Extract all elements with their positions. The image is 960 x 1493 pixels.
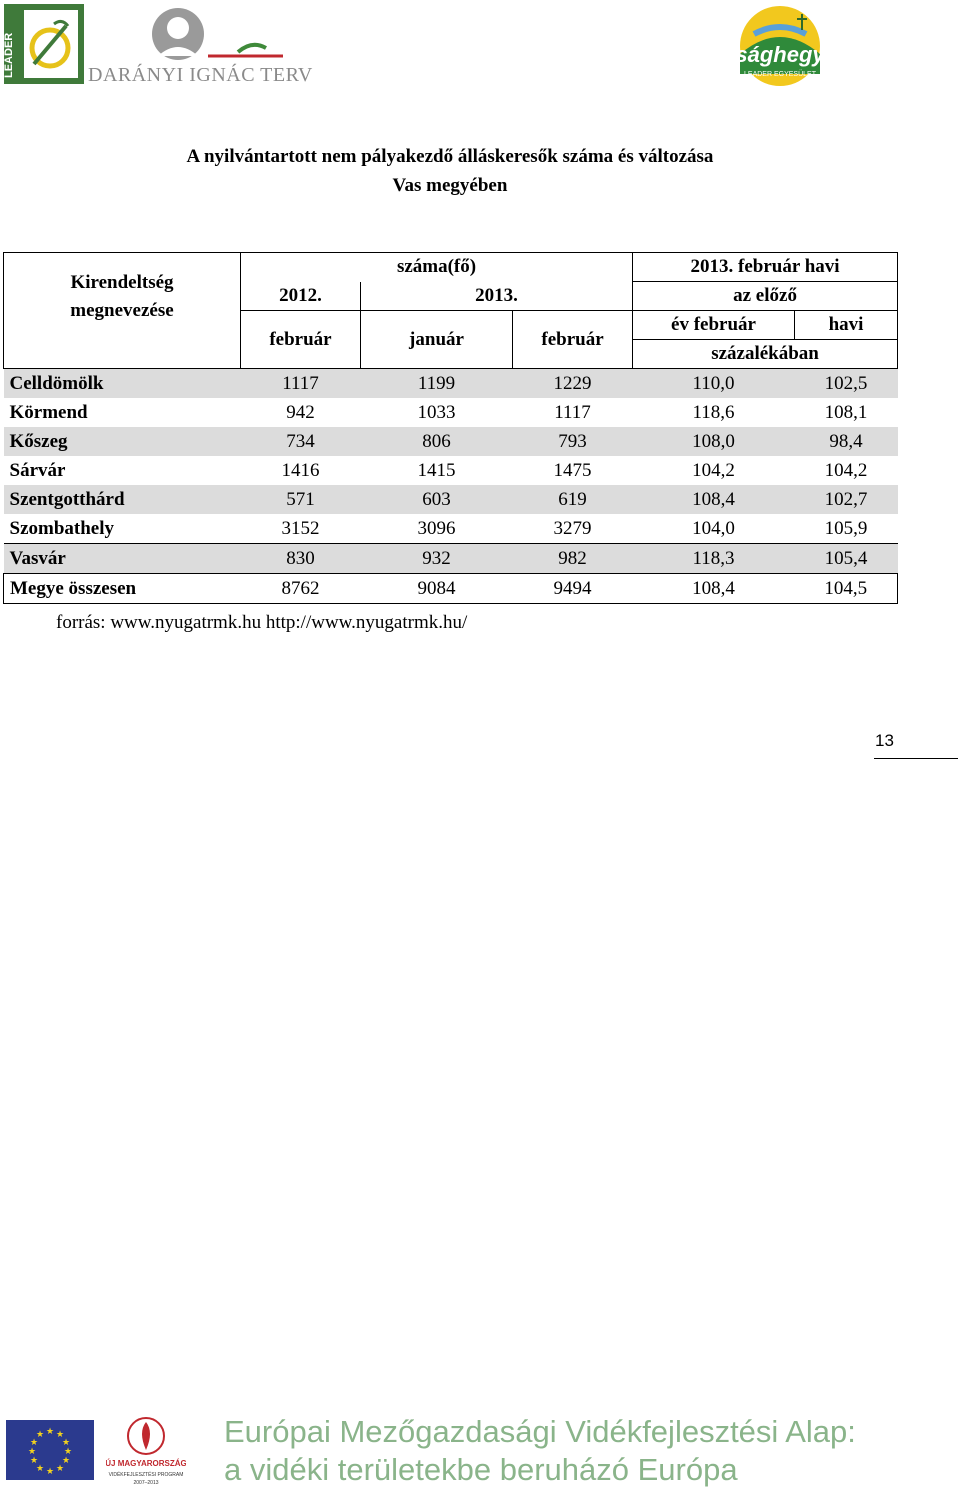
jobseekers-table [3, 252, 898, 604]
saghegy-logo [724, 4, 836, 88]
cell-feb2013: 3279 [553, 518, 592, 539]
row-name: Szombathely [9, 518, 114, 539]
cell-feb2013: 1117 [554, 402, 591, 423]
cell-feb2012: 734 [241, 427, 361, 456]
header-2013: 2013. [361, 282, 633, 311]
svg-text:★: ★ [29, 1438, 39, 1448]
row-name: Celldömölk [4, 369, 241, 399]
cell-feb2012: 571 [241, 485, 361, 514]
cell-pct-month: 102,7 [795, 485, 898, 514]
cell-jan2013: 1415 [417, 460, 456, 481]
header-januar: január [361, 311, 513, 369]
cell-feb2013: 793 [513, 427, 633, 456]
header-office-name-line1: Kirendeltség [70, 271, 174, 293]
svg-text:★: ★ [45, 1467, 55, 1477]
umvp-years: 2007–2013 [133, 1480, 159, 1486]
cell-jan2013: 1033 [417, 402, 456, 423]
svg-text:★: ★ [35, 1464, 45, 1474]
table-row-total [4, 574, 898, 604]
cell-pct-year: 104,0 [692, 518, 735, 539]
svg-text:★: ★ [35, 1430, 45, 1440]
cell-pct-year: 118,6 [692, 402, 735, 423]
header-ev-februar: év február [633, 311, 795, 340]
leader-logo [4, 4, 84, 84]
footer-text-line2: a vidéki területekbe beruházó Európa [224, 1452, 738, 1487]
cell-jan2013: 932 [361, 544, 513, 574]
cell-feb2013: 9494 [513, 574, 633, 604]
eu-flag-icon [6, 1420, 94, 1480]
cell-feb2012: 1416 [281, 460, 320, 481]
cell-jan2013: 1199 [361, 369, 513, 399]
footer-text-line1: Európai Mezőgazdasági Vidékfejlesztési Alap: [224, 1414, 856, 1449]
svg-text:★: ★ [55, 1430, 65, 1440]
svg-text:★: ★ [29, 1456, 39, 1466]
cell-pct-year: 108,0 [633, 427, 795, 456]
table-row [4, 485, 898, 514]
row-name: Vasvár [4, 544, 241, 574]
table-row [4, 369, 898, 399]
table-row [4, 398, 898, 427]
header-az-elozo: az előző [633, 282, 898, 311]
page-number: 13 [875, 731, 894, 750]
row-name: Kőszeg [4, 427, 241, 456]
cell-feb2012: 942 [286, 402, 315, 423]
cell-pct-month: 102,5 [795, 369, 898, 399]
table-row [4, 427, 898, 456]
row-name: Megye összesen [4, 574, 241, 604]
header-office-name [4, 253, 241, 369]
cell-jan2013: 9084 [361, 574, 513, 604]
document-subtitle: Vas megyében [392, 175, 508, 196]
cell-feb2012: 8762 [241, 574, 361, 604]
page-number-rule [874, 758, 958, 759]
cell-pct-year: 104,2 [692, 460, 735, 481]
header-office-name-line2: megnevezése [70, 299, 174, 321]
cell-feb2013: 619 [513, 485, 633, 514]
table-row [4, 456, 898, 485]
header-havi: havi [795, 311, 898, 340]
row-name: Körmend [9, 402, 88, 423]
saghegy-logo-subtext: LEADER EGYESÜLET [744, 71, 816, 78]
source-note: forrás: www.nyugatrmk.hu http://www.nyugatrmk.hu/ [56, 612, 468, 633]
header-2012: 2012. [241, 282, 361, 311]
cell-feb2013: 982 [513, 544, 633, 574]
cell-jan2013: 603 [361, 485, 513, 514]
header-februar-2013: február [513, 311, 633, 369]
daranyi-ignac-terv-text: DARÁNYI IGNÁC TERV [88, 64, 313, 86]
table-row [4, 544, 898, 574]
document-title: A nyilvántartott nem pályakezdő álláskeresők száma és változása [186, 146, 714, 167]
cell-jan2013: 806 [361, 427, 513, 456]
svg-text:★: ★ [55, 1464, 65, 1474]
svg-text:★: ★ [27, 1447, 37, 1457]
cell-feb2012: 1117 [241, 369, 361, 399]
svg-text:★: ★ [63, 1447, 73, 1457]
row-name: Szentgotthárd [4, 485, 241, 514]
svg-text:★: ★ [45, 1427, 55, 1437]
cell-pct-month: 105,4 [795, 544, 898, 574]
cell-pct-month: 105,9 [824, 518, 868, 539]
header-2013-feb-havi: 2013. február havi [633, 253, 898, 282]
saghegy-logo-text: sághegy [735, 42, 825, 67]
svg-text:★: ★ [61, 1456, 71, 1466]
uj-magyarorszag-logo [106, 1414, 186, 1488]
cell-pct-month: 104,5 [795, 574, 898, 604]
header-szazalekban: százalékában [633, 340, 898, 369]
cell-pct-year: 108,4 [633, 485, 795, 514]
table-row [4, 514, 898, 544]
cell-pct-year: 118,3 [633, 544, 795, 574]
header-szama: száma(fő) [241, 253, 633, 282]
row-name: Sárvár [9, 460, 66, 481]
cell-feb2012: 830 [241, 544, 361, 574]
cell-feb2013: 1475 [553, 460, 592, 481]
umvp-subtext: VIDÉKFEJLESZTÉSI PROGRAM [108, 1472, 184, 1478]
cell-pct-month: 104,2 [824, 460, 868, 481]
cell-pct-year: 108,4 [633, 574, 795, 604]
cell-feb2013: 1229 [513, 369, 633, 399]
cell-pct-month: 98,4 [795, 427, 898, 456]
cell-pct-month: 108,1 [824, 402, 868, 423]
cell-pct-year: 110,0 [633, 369, 795, 399]
umvp-text: ÚJ MAGYARORSZÁG [106, 1459, 186, 1468]
cell-feb2012: 3152 [281, 518, 320, 539]
leader-logo-text: LEADER [4, 32, 15, 78]
cell-jan2013: 3096 [417, 518, 456, 539]
svg-text:★: ★ [61, 1438, 71, 1448]
header-februar-2012: február [241, 311, 361, 369]
